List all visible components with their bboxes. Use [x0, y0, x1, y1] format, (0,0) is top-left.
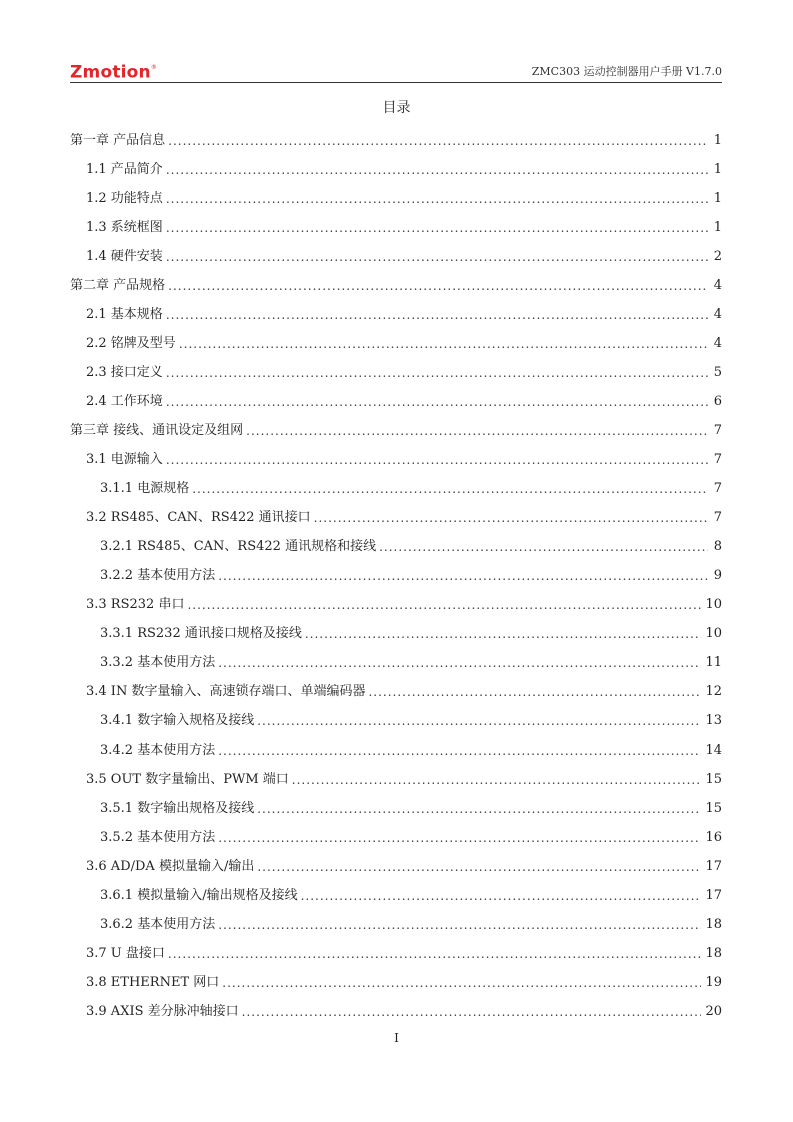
- toc-entry[interactable]: [70, 446, 722, 475]
- toc-entry[interactable]: [70, 997, 722, 1026]
- toc-leader-dots: [257, 713, 701, 729]
- toc-entry[interactable]: [70, 707, 722, 736]
- toc-entry-page: 18: [705, 945, 722, 961]
- toc-entry-page: 16: [705, 829, 722, 845]
- toc-leader-dots: [166, 307, 708, 323]
- toc-entry-page: 20: [705, 1003, 722, 1019]
- toc-entry[interactable]: [70, 126, 722, 155]
- toc-entry-page: 5: [713, 364, 722, 380]
- toc-leader-dots: [257, 859, 701, 875]
- toc-leader-dots: [368, 684, 701, 700]
- toc-entry[interactable]: [70, 649, 722, 678]
- toc-leader-dots: [242, 1004, 702, 1020]
- toc-entry-page: 19: [705, 974, 722, 990]
- toc-entry[interactable]: [70, 852, 722, 881]
- toc-entry[interactable]: [70, 242, 722, 271]
- toc-entry[interactable]: [70, 939, 722, 968]
- toc-entry[interactable]: [70, 765, 722, 794]
- toc-entry[interactable]: [70, 358, 722, 387]
- toc-leader-dots: [246, 423, 708, 439]
- toc-entry-label: 3.4.1 数字输入规格及接线: [100, 713, 255, 729]
- toc-entry-label: 3.6.2 基本使用方法: [100, 916, 216, 932]
- toc-leader-dots: [305, 626, 702, 642]
- toc-leader-dots: [218, 568, 708, 584]
- toc-entry-label: 3.3 RS232 串口: [86, 597, 185, 613]
- toc-entry-page: 10: [705, 626, 722, 642]
- toc-entry-label: 2.4 工作环境: [86, 393, 163, 409]
- toc-entry[interactable]: [70, 678, 722, 707]
- toc-entry-label: 3.2.1 RS485、CAN、RS422 通讯规格和接线: [100, 539, 377, 555]
- toc-heading: 目录: [382, 100, 411, 116]
- toc-entry-page: 12: [705, 684, 722, 700]
- toc-entry[interactable]: [70, 504, 722, 533]
- toc-entry-label: 3.9 AXIS 差分脉冲轴接口: [86, 1003, 239, 1019]
- toc-entry[interactable]: [70, 416, 722, 445]
- toc-entry-page: 6: [713, 393, 722, 409]
- page-header: [70, 60, 722, 83]
- toc-entry-label: 3.5 OUT 数字量输出、PWM 端口: [86, 771, 289, 787]
- toc-entry-page: 15: [705, 771, 722, 787]
- toc-leader-dots: [166, 162, 708, 178]
- toc-leader-dots: [166, 452, 708, 468]
- toc-entry[interactable]: [70, 213, 722, 242]
- toc-entry-page: 7: [713, 481, 722, 497]
- toc-entry-label: 3.3.2 基本使用方法: [100, 655, 216, 671]
- toc-entry[interactable]: [70, 155, 722, 184]
- toc-entry-page: 1: [713, 161, 722, 177]
- toc-entry-label: 第三章 接线、通讯设定及组网: [70, 422, 244, 438]
- toc-entry-page: 15: [705, 800, 722, 816]
- toc-leader-dots: [166, 220, 708, 236]
- toc-leader-dots: [301, 888, 702, 904]
- toc-entry-label: 1.3 系统框图: [86, 219, 163, 235]
- toc-entry-page: 7: [713, 452, 722, 468]
- toc-entry-label: 3.7 U 盘接口: [86, 945, 165, 961]
- toc-entry-page: 4: [713, 277, 722, 293]
- logo-text: Zmotion: [70, 62, 151, 83]
- toc-entry[interactable]: [70, 881, 722, 910]
- toc-leader-dots: [187, 597, 701, 613]
- toc-entry[interactable]: [70, 271, 722, 300]
- toc-leader-dots: [166, 191, 708, 207]
- toc-leader-dots: [218, 655, 701, 671]
- toc-entry-label: 3.5.2 基本使用方法: [100, 829, 216, 845]
- toc-entry-label: 3.4 IN 数字量输入、高速锁存端口、单端编码器: [86, 684, 366, 700]
- toc-entry-label: 3.2.2 基本使用方法: [100, 568, 216, 584]
- toc-entry-page: 7: [713, 510, 722, 526]
- toc-entry[interactable]: [70, 562, 722, 591]
- toc-leader-dots: [168, 946, 702, 962]
- toc-leader-dots: [168, 133, 708, 149]
- toc-entry-label: 3.6 AD/DA 模拟量输入/输出: [86, 858, 255, 874]
- toc-leader-dots: [379, 539, 708, 555]
- toc-leader-dots: [168, 278, 708, 294]
- toc-entry[interactable]: [70, 736, 722, 765]
- toc-entry-page: 4: [713, 335, 722, 351]
- toc-leader-dots: [222, 975, 701, 991]
- toc-entry-label: 3.5.1 数字输出规格及接线: [100, 800, 255, 816]
- table-of-contents: [70, 126, 722, 1026]
- toc-entry-label: 3.2 RS485、CAN、RS422 通讯接口: [86, 510, 311, 526]
- toc-leader-dots: [179, 336, 708, 352]
- toc-entry-page: 18: [705, 916, 722, 932]
- toc-leader-dots: [166, 249, 708, 265]
- toc-entry[interactable]: [70, 968, 722, 997]
- toc-entry-page: 1: [713, 190, 722, 206]
- toc-entry-label: 2.1 基本规格: [86, 306, 163, 322]
- toc-entry-page: 1: [713, 132, 722, 148]
- toc-entry[interactable]: [70, 329, 722, 358]
- toc-leader-dots: [292, 772, 702, 788]
- toc-entry-page: 17: [705, 887, 722, 903]
- zmotion-logo: [70, 60, 157, 83]
- toc-entry[interactable]: [70, 823, 722, 852]
- toc-entry-label: 3.6.1 模拟量输入/输出规格及接线: [100, 887, 298, 903]
- registered-mark: ®: [150, 64, 158, 71]
- toc-entry-page: 8: [713, 539, 722, 555]
- toc-entry-page: 10: [705, 597, 722, 613]
- toc-entry-label: 1.2 功能特点: [86, 190, 163, 206]
- toc-entry[interactable]: [70, 591, 722, 620]
- toc-entry-page: 2: [713, 248, 722, 264]
- toc-entry[interactable]: [70, 533, 722, 562]
- toc-entry-page: 9: [713, 568, 722, 584]
- document-title: ZMC303 运动控制器用户手册 V1.7.0: [531, 65, 722, 78]
- toc-entry-label: 3.4.2 基本使用方法: [100, 742, 216, 758]
- toc-entry-page: 4: [713, 306, 722, 322]
- toc-entry[interactable]: [70, 475, 722, 504]
- toc-entry-page: 17: [705, 858, 722, 874]
- toc-entry-label: 第一章 产品信息: [70, 132, 166, 148]
- toc-entry[interactable]: [70, 620, 722, 649]
- toc-leader-dots: [218, 917, 701, 933]
- toc-entry-label: 3.1.1 电源规格: [100, 481, 190, 497]
- toc-entry[interactable]: [70, 794, 722, 823]
- toc-leader-dots: [192, 481, 708, 497]
- toc-entry-page: 7: [713, 422, 722, 438]
- toc-entry-label: 3.1 电源输入: [86, 452, 163, 468]
- toc-leader-dots: [314, 510, 708, 526]
- toc-leader-dots: [218, 830, 701, 846]
- toc-entry-page: 13: [705, 713, 722, 729]
- toc-entry[interactable]: [70, 387, 722, 416]
- toc-leader-dots: [218, 743, 701, 759]
- toc-entry-label: 2.2 铭牌及型号: [86, 335, 176, 351]
- toc-entry[interactable]: [70, 184, 722, 213]
- toc-entry-page: 11: [705, 655, 722, 671]
- toc-entry-label: 3.3.1 RS232 通讯接口规格及接线: [100, 626, 302, 642]
- toc-entry-label: 1.1 产品简介: [86, 161, 163, 177]
- toc-entry-label: 3.8 ETHERNET 网口: [86, 974, 220, 990]
- toc-entry-label: 第二章 产品规格: [70, 277, 166, 293]
- toc-entry-page: 14: [705, 742, 722, 758]
- toc-entry-label: 2.3 接口定义: [86, 364, 163, 380]
- toc-entry[interactable]: [70, 300, 722, 329]
- toc-leader-dots: [166, 365, 708, 381]
- toc-leader-dots: [257, 801, 701, 817]
- toc-leader-dots: [166, 394, 708, 410]
- toc-entry[interactable]: [70, 910, 722, 939]
- toc-entry-label: 1.4 硬件安装: [86, 248, 163, 264]
- page-number: I: [394, 1031, 399, 1045]
- toc-entry-page: 1: [713, 219, 722, 235]
